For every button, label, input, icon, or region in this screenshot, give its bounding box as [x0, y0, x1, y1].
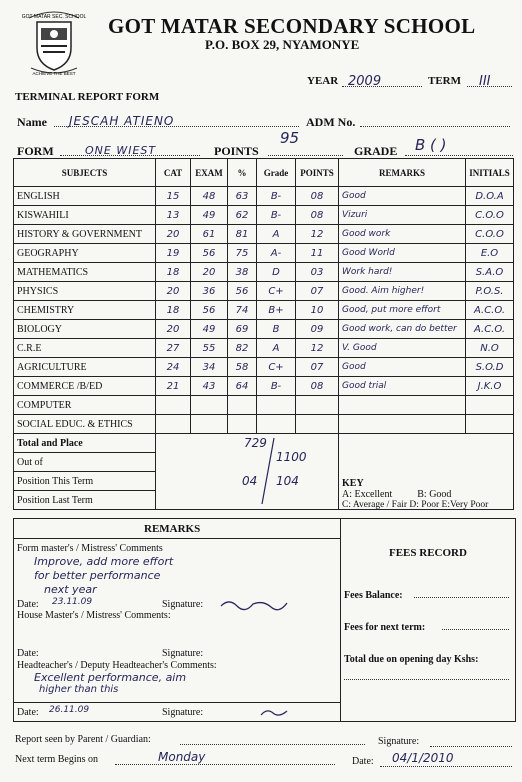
total-due-line — [344, 679, 509, 680]
outof-label: Out of — [14, 453, 156, 472]
subject-cell: MATHEMATICS — [14, 263, 156, 282]
form-master-date: 23.11.09 — [52, 597, 93, 607]
form-field — [60, 141, 200, 156]
cat-cell: 18 — [156, 263, 191, 282]
grade-cell: C+ — [257, 358, 296, 377]
points-field — [268, 129, 343, 156]
points-cell — [296, 415, 339, 434]
position-value: 04 — [242, 474, 258, 488]
exam-cell — [191, 396, 228, 415]
grade-cell: A — [257, 225, 296, 244]
cat-cell — [156, 396, 191, 415]
footer-signature-line — [430, 746, 512, 747]
footer-date-line — [380, 766, 512, 767]
name-label: Name — [17, 115, 47, 129]
form-master-comment-1: Improve, add more effort — [34, 555, 174, 568]
initials-cell — [466, 396, 514, 415]
fees-balance-label: Fees Balance: — [344, 590, 403, 601]
table-header-row — [14, 159, 514, 187]
adm-field — [360, 112, 510, 127]
grade-cell — [257, 415, 296, 434]
form-master-date-label: Date: — [17, 599, 39, 610]
subject-cell: C.R.E — [14, 339, 156, 358]
percent-cell: 56 — [228, 282, 257, 301]
key-good: B: Good — [417, 489, 452, 500]
next-term-line — [115, 764, 335, 765]
table-row — [14, 415, 514, 434]
summary-row — [14, 434, 514, 453]
table-row — [14, 358, 514, 377]
total-due-label: Total due on opening day Kshs: — [344, 654, 479, 665]
points-cell: 07 — [296, 358, 339, 377]
cat-cell — [156, 415, 191, 434]
percent-cell: 58 — [228, 358, 257, 377]
remarks-fees-divider — [340, 519, 341, 721]
remark-cell: Good — [339, 358, 466, 377]
exam-cell: 56 — [191, 244, 228, 263]
percent-cell: 82 — [228, 339, 257, 358]
cat-cell: 13 — [156, 206, 191, 225]
position-this-term-label: Position This Term — [14, 472, 156, 491]
table-row — [14, 339, 514, 358]
points-cell: 07 — [296, 282, 339, 301]
remark-cell: Good — [339, 187, 466, 206]
outof-value: 1100 — [276, 450, 307, 464]
header-grade: Grade — [257, 159, 296, 187]
percent-cell: 63 — [228, 187, 257, 206]
cat-cell: 20 — [156, 320, 191, 339]
points-label: POINTS — [214, 144, 259, 158]
subject-cell: HISTORY & GOVERNMENT — [14, 225, 156, 244]
points-cell: 11 — [296, 244, 339, 263]
percent-cell — [228, 415, 257, 434]
table-row — [14, 320, 514, 339]
initials-cell: S.O.D — [466, 358, 514, 377]
exam-cell: 49 — [191, 320, 228, 339]
grade-label: GRADE — [354, 144, 398, 158]
table-row — [14, 187, 514, 206]
form-master-comment-3: next year — [44, 583, 97, 596]
percent-cell: 81 — [228, 225, 257, 244]
table-row — [14, 377, 514, 396]
form-label: FORM — [17, 144, 54, 158]
remark-cell: Good work — [339, 225, 466, 244]
headteacher-comment-2: higher than this — [39, 684, 119, 695]
points-cell: 08 — [296, 377, 339, 396]
initials-cell: S.A.O — [466, 263, 514, 282]
points-cell — [296, 396, 339, 415]
remark-cell — [339, 396, 466, 415]
form-value: ONE WIEST — [85, 144, 157, 157]
header-percent: % — [228, 159, 257, 187]
exam-cell: 56 — [191, 301, 228, 320]
points-cell: 12 — [296, 339, 339, 358]
fees-next-term-line — [442, 629, 509, 630]
seen-by-label: Report seen by Parent / Guardian: — [15, 734, 151, 745]
header-cat: CAT — [156, 159, 191, 187]
points-value: 95 — [280, 129, 300, 147]
exam-cell: 61 — [191, 225, 228, 244]
grade-value: B ( ) — [415, 136, 447, 154]
grade-cell: B- — [257, 206, 296, 225]
school-address: P.O. BOX 29, NYAMONYE — [205, 37, 360, 52]
headteacher-signature-label: Signature: — [162, 707, 204, 718]
house-master-signature-label: Signature: — [162, 648, 204, 659]
initials-cell: J.K.O — [466, 377, 514, 396]
remark-cell: Good, put more effort — [339, 301, 466, 320]
remark-cell: Good World — [339, 244, 466, 263]
header-exam: EXAM — [191, 159, 228, 187]
subject-cell: COMMERCE /B/ED — [14, 377, 156, 396]
next-term-label: Next term Begins on — [15, 754, 99, 765]
year-value: 2009 — [348, 74, 382, 89]
points-cell: 12 — [296, 225, 339, 244]
initials-cell: E.O — [466, 244, 514, 263]
exam-cell: 34 — [191, 358, 228, 377]
subject-cell: PHYSICS — [14, 282, 156, 301]
percent-cell: 62 — [228, 206, 257, 225]
year-field — [342, 72, 422, 87]
headteacher-signature — [259, 705, 289, 717]
subject-cell: CHEMISTRY — [14, 301, 156, 320]
percent-cell — [228, 396, 257, 415]
header-points: POINTS — [296, 159, 339, 187]
footer-date-value: 04/1/2010 — [392, 751, 454, 765]
exam-cell: 36 — [191, 282, 228, 301]
percent-cell: 64 — [228, 377, 257, 396]
exam-cell — [191, 415, 228, 434]
points-cell: 08 — [296, 206, 339, 225]
exam-cell: 20 — [191, 263, 228, 282]
term-value: III — [479, 74, 491, 89]
school-name: GOT MATAR SECONDARY SCHOOL — [108, 14, 476, 38]
header-initials: INITIALS — [466, 159, 514, 187]
next-term-day: Monday — [158, 750, 206, 764]
totals-area — [156, 434, 339, 510]
term-field — [467, 72, 512, 87]
initials-cell: A.C.O. — [466, 301, 514, 320]
form-master-signature-label: Signature: — [162, 599, 204, 610]
footer-date-label: Date: — [352, 756, 374, 767]
cat-cell: 21 — [156, 377, 191, 396]
exam-cell: 49 — [191, 206, 228, 225]
initials-cell: P.O.S. — [466, 282, 514, 301]
key-excellent: A: Excellent — [342, 489, 393, 500]
table-row — [14, 206, 514, 225]
form-master-signature — [219, 597, 289, 609]
header-remarks: REMARKS — [339, 159, 466, 187]
house-master-label: House Master's / Mistress' Comments: — [17, 610, 171, 621]
headteacher-comment-1: Excellent performance, aim — [34, 671, 187, 684]
head-date-rule — [14, 702, 340, 703]
grade-cell — [257, 396, 296, 415]
points-cell: 08 — [296, 187, 339, 206]
initials-cell: D.O.A — [466, 187, 514, 206]
remarks-fees-box — [13, 518, 516, 722]
total-value: 729 — [244, 436, 267, 450]
remarks-title-rule — [14, 538, 340, 539]
house-master-date-label: Date: — [17, 648, 39, 659]
initials-cell: N.O — [466, 339, 514, 358]
grade-cell: B- — [257, 377, 296, 396]
exam-cell: 43 — [191, 377, 228, 396]
name-value: JESCAH ATIENO — [69, 114, 175, 128]
crest-motto: GOT MATAR SEC. SCHOOL — [21, 14, 87, 20]
remark-cell: Good trial — [339, 377, 466, 396]
table-row — [14, 225, 514, 244]
key-title: KEY — [342, 478, 364, 489]
year-label: YEAR — [307, 75, 339, 87]
initials-cell — [466, 415, 514, 434]
initials-cell: C.O.O — [466, 206, 514, 225]
cat-cell: 20 — [156, 282, 191, 301]
form-master-label: Form master's / Mistress' Comments — [17, 543, 163, 554]
footer-signature-label: Signature: — [378, 736, 420, 747]
cat-cell: 18 — [156, 301, 191, 320]
position-last-term-label: Position Last Term — [14, 491, 156, 510]
subject-cell: COMPUTER — [14, 396, 156, 415]
headteacher-date: 26.11.09 — [49, 705, 90, 715]
subject-cell: KISWAHILI — [14, 206, 156, 225]
key-line-1 — [342, 489, 488, 500]
grade-cell: B+ — [257, 301, 296, 320]
remark-cell: V. Good — [339, 339, 466, 358]
table-row — [14, 396, 514, 415]
marks-table — [13, 158, 514, 510]
totals-slash — [260, 436, 276, 506]
exam-cell: 48 — [191, 187, 228, 206]
headteacher-date-label: Date: — [17, 707, 39, 718]
fees-record-title: FEES RECORD — [389, 547, 467, 559]
subject-cell: ENGLISH — [14, 187, 156, 206]
headteacher-label: Headteacher's / Deputy Headteacher's Comments: — [17, 660, 217, 671]
form-master-comment-2: for better performance — [34, 569, 161, 582]
seen-by-line — [180, 744, 365, 745]
table-row — [14, 301, 514, 320]
subject-cell: AGRICULTURE — [14, 358, 156, 377]
adm-label: ADM No. — [306, 115, 356, 129]
crest-bottom-motto: ACHIEVE THE BEST — [32, 71, 76, 76]
points-cell: 03 — [296, 263, 339, 282]
grade-cell: A — [257, 339, 296, 358]
cat-cell: 20 — [156, 225, 191, 244]
points-cell: 10 — [296, 301, 339, 320]
table-row — [14, 244, 514, 263]
percent-cell: 38 — [228, 263, 257, 282]
percent-cell: 75 — [228, 244, 257, 263]
grade-cell: B- — [257, 187, 296, 206]
school-crest — [21, 8, 87, 76]
subject-cell: GEOGRAPHY — [14, 244, 156, 263]
remark-cell: Work hard! — [339, 263, 466, 282]
remarks-title: REMARKS — [144, 523, 201, 535]
total-label: Total and Place — [14, 434, 156, 453]
subject-cell: BIOLOGY — [14, 320, 156, 339]
fees-next-term-label: Fees for next term: — [344, 622, 426, 633]
form-title: TERMINAL REPORT FORM — [15, 91, 160, 103]
key-line-2: C: Average / Fair D: Poor E:Very Poor — [342, 500, 489, 510]
points-cell: 09 — [296, 320, 339, 339]
position-of-value: 104 — [276, 474, 299, 488]
cat-cell: 27 — [156, 339, 191, 358]
percent-cell: 74 — [228, 301, 257, 320]
exam-cell: 55 — [191, 339, 228, 358]
cat-cell: 19 — [156, 244, 191, 263]
subject-cell: SOCIAL EDUC. & ETHICS — [14, 415, 156, 434]
remark-cell: Good work, can do better — [339, 320, 466, 339]
grade-cell: B — [257, 320, 296, 339]
grade-cell: C+ — [257, 282, 296, 301]
initials-cell: C.O.O — [466, 225, 514, 244]
header-subjects: SUBJECTS — [14, 159, 156, 187]
grade-cell: A- — [257, 244, 296, 263]
remark-cell: Good. Aim higher! — [339, 282, 466, 301]
cat-cell: 15 — [156, 187, 191, 206]
remark-cell: Vizuri — [339, 206, 466, 225]
remark-cell — [339, 415, 466, 434]
cat-cell: 24 — [156, 358, 191, 377]
table-row — [14, 263, 514, 282]
grade-field — [405, 136, 513, 156]
term-label: TERM — [428, 75, 461, 87]
fees-balance-line — [414, 597, 509, 598]
initials-cell: A.C.O. — [466, 320, 514, 339]
table-row — [14, 282, 514, 301]
grade-cell: D — [257, 263, 296, 282]
percent-cell: 69 — [228, 320, 257, 339]
name-field — [54, 112, 299, 127]
grade-key — [342, 478, 488, 511]
